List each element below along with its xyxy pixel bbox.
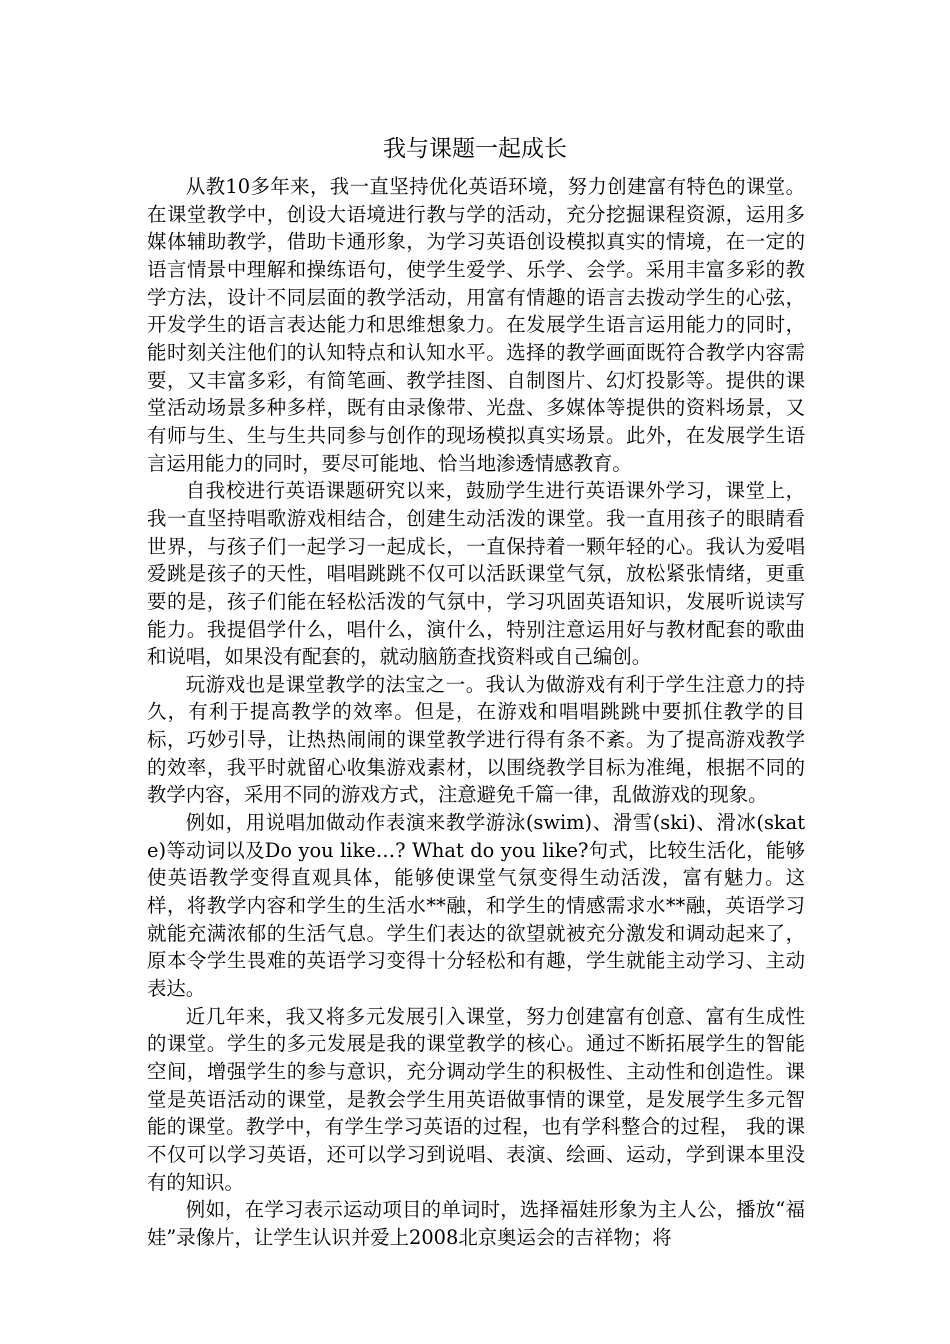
paragraph-4: 例如，用说唱加做动作表演来教学游泳(swim)、滑雪(ski)、滑冰(skate)等动词以及Do you like…? What do you like?句式，比较生活化，能够使英语教学变得直观具体，能够使课堂气氛变得生动活泼，富有魅力。这样，将教学内容和学生的生活水**融，和学生的情感需求水**融，英语学习就能充满浓郁的生活气息。学生们表达的欲望就被充分激发和调动起来了，原本令学生畏难的英语学习变得十分轻松和有趣，学生就能主动学习、主动表达。	[147, 811, 805, 1001]
paragraph-6: 例如，在学习表示运动项目的单词时，选择福娃形象为主人公，播放“福娃”录像片，让学生认识并爱上2008北京奥运会的吉祥物；将	[147, 1198, 805, 1249]
document-title: 我与课题一起成长	[383, 136, 567, 162]
paragraph-2: 自我校进行英语课题研究以来，鼓励学生进行英语课外学习，课堂上，我一直坚持唱歌游戏相结合，创建生动活泼的课堂。我一直用孩子的眼睛看世界，与孩子们一起学习一起成长，一直保持着一颗年轻的心。我认为爱唱爱跳是孩子的天性，唱唱跳跳不仅可以活跃课堂气氛，放松紧张情绪，更重要的是，孩子们能在轻松活泼的气氛中，学习巩固英语知识，发展听说读写能力。我提倡学什么，唱什么，演什么，特别注意运用好与教材配套的歌曲和说唱，如果没有配套的，就动脑筋查找资料或自己编创。	[147, 479, 805, 669]
paragraph-5: 近几年来，我又将多元发展引入课堂，努力创建富有创意、富有生成性的课堂。学生的多元发展是我的课堂教学的核心。通过不断拓展学生的智能空间，增强学生的参与意识，充分调动学生的积极性、主动性和创造性。课堂是英语活动的课堂，是教会学生用英语做事情的课堂，是发展学生多元智能的课堂。教学中，有学生学习英语的过程，也有学科整合的过程， 我的课不仅可以学习英语，还可以学习到说唱、表演、绘画、运动，学到课本里没有的知识。	[147, 1004, 805, 1194]
document-body	[147, 173, 805, 1252]
paragraph-3: 玩游戏也是课堂教学的法宝之一。我认为做游戏有利于学生注意力的持久，有利于提高教学的效率。但是，在游戏和唱唱跳跳中要抓住教学的目标，巧妙引导，让热热闹闹的课堂教学进行得有条不紊。为了提高游戏教学的效率，我平时就留心收集游戏素材，以围绕教学目标为准绳，根据不同的教学内容，采用不同的游戏方式，注意避免千篇一律，乱做游戏的现象。	[147, 672, 805, 807]
paragraph-1: 从教10多年来，我一直坚持优化英语环境，努力创建富有特色的课堂。在课堂教学中，创设大语境进行教与学的活动，充分挖掘课程资源，运用多媒体辅助教学，借助卡通形象，为学习英语创设模拟真实的情境，在一定的语言情景中理解和操练语句，使学生爱学、乐学、会学。采用丰富多彩的教学方法，设计不同层面的教学活动，用富有情趣的语言去拨动学生的心弦，开发学生的语言表达能力和思维想象力。在发展学生语言运用能力的同时，能时刻关注他们的认知特点和认知水平。选择的教学画面既符合教学内容需要，又丰富多彩，有简笔画、教学挂图、自制图片、幻灯投影等。提供的课堂活动场景多种多样，既有由录像带、光盘、多媒体等提供的资料场景，又有师与生、生与生共同参与创作的现场模拟真实场景。此外，在发展学生语言运用能力的同时，要尽可能地、恰当地渗透情感教育。	[147, 175, 805, 475]
